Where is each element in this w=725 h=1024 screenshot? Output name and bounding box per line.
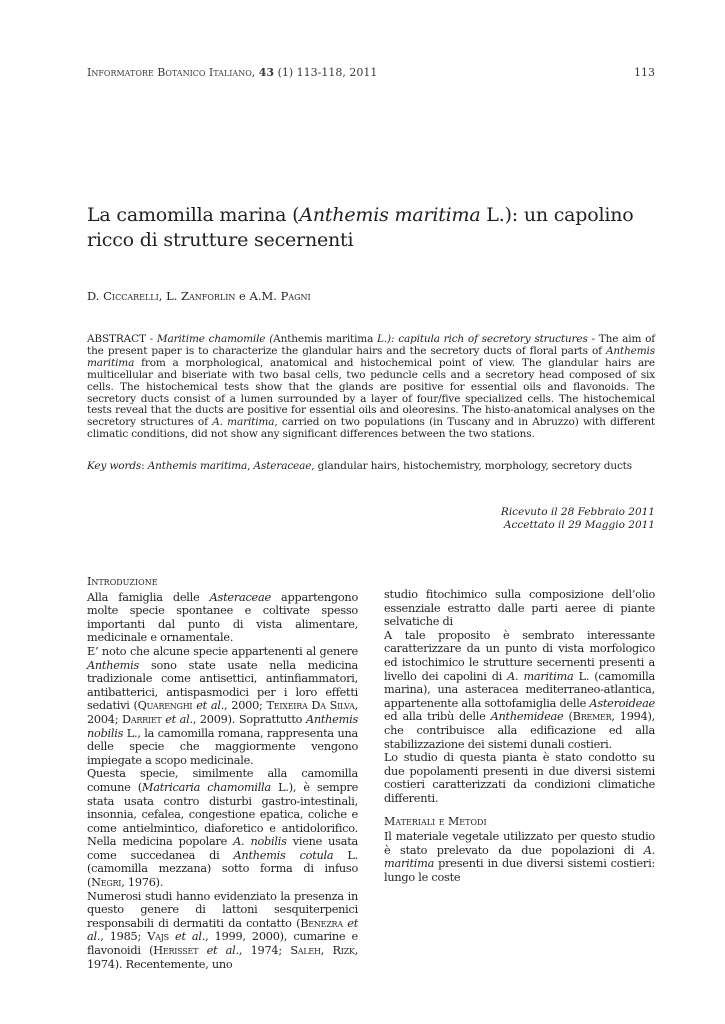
accepted-date: Accettato il 29 Maggio 2011 <box>503 519 655 531</box>
paragraph-continued: studio fitochimico sulla composizione dell’olio essenziale estratto dalle parti aeree di piante selvatiche di <box>384 588 655 629</box>
author-list: D. Ciccarelli, L. Zanforlin e A.M. Pagni <box>87 289 311 303</box>
section-heading-introduction: Introduzione <box>87 575 158 588</box>
paragraph: Questa specie, similmente alla camomilla comune (Matricaria chamomilla L.), è sempre stata usata contro disturbi gastro-intestinali, insonnia, cefalea, congestione epatica, coliche e come antielmintico, diaforetico e antidolorifico. Nella medicina popolare A. nobilis viene usata come succedanea di Anthemis cotula L. (camomilla mezzana) sotto forma di infuso (Negri, 1976). <box>87 767 359 890</box>
author-name: Zanforlin <box>181 289 236 303</box>
author-name: Ciccarelli <box>103 289 159 303</box>
left-column <box>87 575 358 971</box>
submission-dates <box>87 506 655 532</box>
author-name: Pagni <box>280 289 311 303</box>
right-column <box>384 588 655 884</box>
running-head <box>87 66 655 80</box>
keywords-label: Key words <box>87 460 142 472</box>
paragraph: A tale proposito è sembrato interessante caratterizzare da un punto di vista morfologico ed istochimico le strutture secernenti presenti a livello dei capolini di A. maritima L. (camomilla marina), una asteracea mediterraneo-atlantica, appartenente alla sottofamiglia delle Asteroideae ed alla tribù delle Anthemideae (Bremer, 1994), che contribuisce alla edificazione ed alla stabilizzazione dei sistemi dunali costieri. <box>384 628 656 751</box>
section-heading-methods: Materiali e Metodi <box>384 814 487 828</box>
article-title: La camomilla marina (Anthemis maritima L.): un capolino ricco di strutture secernenti <box>87 204 634 251</box>
received-date: Ricevuto il 28 Febbraio 2011 <box>500 506 655 518</box>
page-number: 113 <box>634 66 655 79</box>
journal-name: Informatore Botanico Italiano, <box>87 66 256 79</box>
abstract-label: ABSTRACT - <box>87 333 157 345</box>
keywords: Key words: Anthemis maritima, Asteraceae, glandular hairs, histochemistry, morphology, secretory ducts <box>87 460 632 472</box>
journal-issue-pages: (1) 113-118, 2011 <box>277 66 378 79</box>
journal-volume: 43 <box>258 66 275 79</box>
paragraph: E’ noto che alcune specie appartenenti al genere Anthemis sono state usate nella medicina tradizionale come antisettici, antinfiammatori, antibatterici, antispasmodici per i loro effetti sedativi (Quarenghi et al., 2000; Teixeira Da Silva, 2004; Darriet et al., 2009). Soprattutto Anthemis nobilis L., la camomilla romana, rappresenta una delle specie che maggiormente vengono impiegate a scopo medicinale. <box>87 644 358 767</box>
paragraph: Numerosi studi hanno evidenziato la presenza in questo genere di lattoni sesquiterpenici responsabili di dermatiti da contatto (Benezra et al., 1985; Vajs et al., 1999, 2000), cumarine e flavonoidi (Herisset et al., 1974; Saleh, Rizk, 1974). Recentemente, uno <box>87 889 358 971</box>
paragraph: Lo studio di questa pianta è stato condotto su due popolamenti presenti in due diversi sistemi costieri caratterizzati da condizioni climatiche differenti. <box>384 751 655 805</box>
abstract: ABSTRACT - Maritime chamomile (Anthemis maritima L.): capitula rich of secretory structures - The aim of the present paper is to characterize the glandular hairs and the secretory ducts of floral parts of Anthemis maritima from a morphological, anatomical and histochemical point of view. The glandular hairs are multicellular and biseriate with two basal cells, two peduncle cells and a secretory head composed of six cells. The histochemical tests show that the glands are positive for essential oils and flavonoids. The secretory ducts consist of a lumen surrounded by a layer of four/five specialized cells. The histochemical tests reveal that the ducts are positive for essential oils and oleoresins. The histo-anatomical analyses on the secretory structures of A. maritima, carried on two populations (in Tuscany and in Abruzzo) with different climatic conditions, did not show any significant differences between the two stations. <box>87 333 656 441</box>
paragraph: Il materiale vegetale utilizzato per questo studio è stato prelevato da due popolazioni di A. maritima presenti in due diversi sistemi costieri: lungo le coste <box>384 830 655 884</box>
paragraph: Alla famiglia delle Asteraceae appartengono molte specie spontanee e coltivate spesso importanti dal punto di vista alimentare, medicinale e ornamentale. <box>87 590 359 645</box>
title-species: Anthemis maritima <box>299 204 481 226</box>
